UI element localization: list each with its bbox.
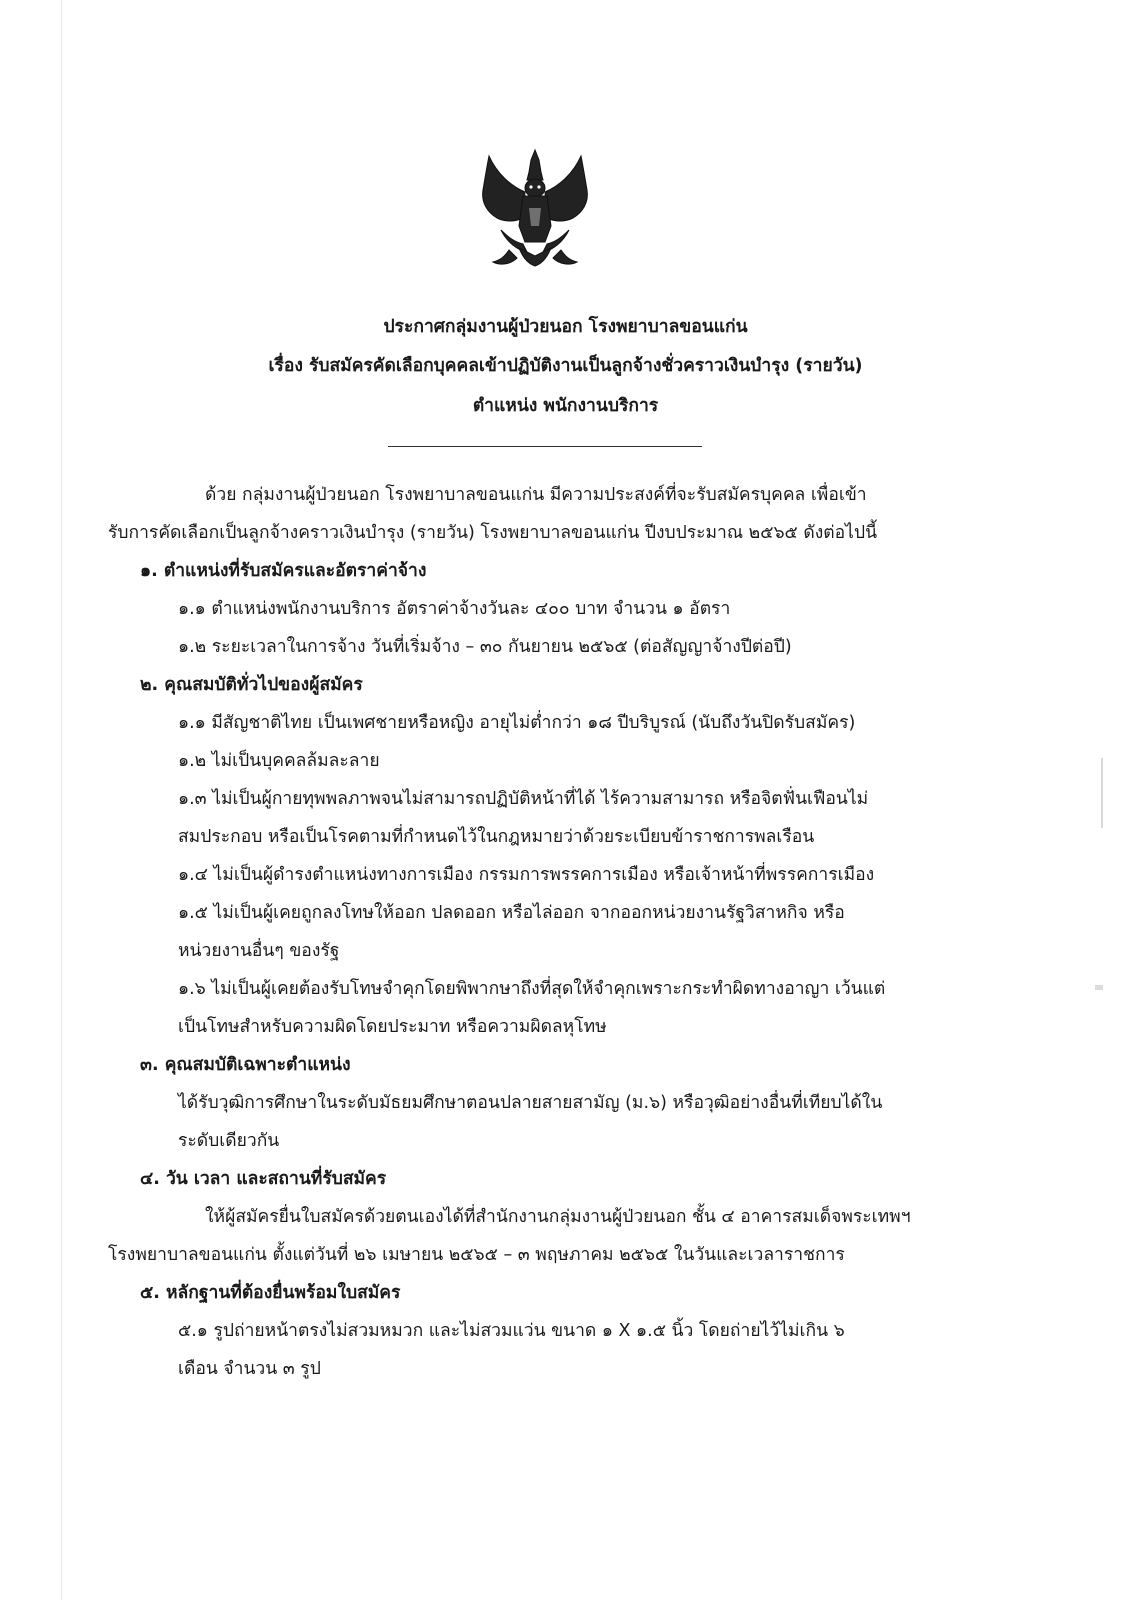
page-edge-line (61, 0, 62, 1600)
garuda-emblem-icon (471, 146, 599, 278)
section-2-heading: ๒. คุณสมบัติทั่วไปของผู้สมัคร (140, 675, 363, 695)
section-5-line-1: ๕.๑ รูปถ่ายหน้าตรงไม่สวมหมวก และไม่สวมแว่น ขนาด ๑ X ๑.๕ นิ้ว โดยถ่ายไว้ไม่เกิน ๖ (178, 1321, 845, 1341)
section-2-line-3: ๑.๓ ไม่เป็นผู้กายทุพพลภาพจนไม่สามารถปฏิบัติหน้าที่ได้ ไร้ความสามารถ หรือจิตฟั่นเฟือนไม่ (178, 789, 869, 809)
section-4-heading: ๔. วัน เวลา และสถานที่รับสมัคร (140, 1169, 387, 1189)
section-3-line-2: ระดับเดียวกัน (178, 1131, 280, 1151)
section-2-line-9: เป็นโทษสำหรับความผิดโดยประมาท หรือความผิดลหุโทษ (178, 1017, 607, 1037)
section-5-line-2: เดือน จำนวน ๓ รูป (178, 1359, 321, 1379)
section-2-line-7: หน่วยงานอื่นๆ ของรัฐ (178, 941, 340, 961)
section-4-line-1: ให้ผู้สมัครยื่นใบสมัครด้วยตนเองได้ที่สำนักงานกลุ่มงานผู้ป่วยนอก ชั้น ๔ อาคารสมเด็จพระเทพฯ (205, 1207, 911, 1227)
intro-line-2: รับการคัดเลือกเป็นลูกจ้างคราวเงินบำรุง (รายวัน) โรงพยาบาลขอนแก่น ปีงบประมาณ ๒๕๖๕ ดังต่อไปนี้ (108, 523, 878, 543)
announcement-title: ประกาศกลุ่มงานผู้ป่วยนอก โรงพยาบาลขอนแก่น (383, 317, 748, 337)
section-2-line-8: ๑.๖ ไม่เป็นผู้เคยต้องรับโทษจำคุกโดยพิพากษาถึงที่สุดให้จำคุกเพราะกระทำผิดทางอาญา เว้นแต่ (178, 979, 886, 999)
section-1-line-2: ๑.๒ ระยะเวลาในการจ้าง วันที่เริ่มจ้าง – ๓๐ กันยายน ๒๕๖๕ (ต่อสัญญาจ้างปีต่อปี) (178, 637, 792, 657)
announcement-position: ตำแหน่ง พนักงานบริการ (472, 396, 659, 416)
section-1-heading: ๑. ตำแหน่งที่รับสมัครและอัตราค่าจ้าง (140, 561, 427, 581)
section-3-line-1: ได้รับวุฒิการศึกษาในระดับมัธยมศึกษาตอนปลายสายสามัญ (ม.๖) หรือวุฒิอย่างอื่นที่เทียบได้ใน (178, 1093, 883, 1113)
announcement-subject: เรื่อง รับสมัครคัดเลือกบุคคลเข้าปฏิบัติงานเป็นลูกจ้างชั่วคราวเงินบำรุง (รายวัน) (268, 356, 863, 376)
scan-speck (1095, 985, 1103, 990)
scan-mark (1101, 758, 1103, 828)
section-2-line-2: ๑.๒ ไม่เป็นบุคคลล้มละลาย (178, 751, 380, 771)
section-2-line-4: สมประกอบ หรือเป็นโรคตามที่กำหนดไว้ในกฎหมายว่าด้วยระเบียบข้าราชการพลเรือน (178, 827, 815, 847)
section-2-line-5: ๑.๔ ไม่เป็นผู้ดำรงตำแหน่งทางการเมือง กรรมการพรรคการเมือง หรือเจ้าหน้าที่พรรคการเมือง (178, 865, 875, 885)
section-4-line-2: โรงพยาบาลขอนแก่น ตั้งแต่วันที่ ๒๖ เมษายน ๒๕๖๕ – ๓ พฤษภาคม ๒๕๖๕ ในวันและเวลาราชการ (108, 1245, 845, 1265)
intro-line-1: ด้วย กลุ่มงานผู้ป่วยนอก โรงพยาบาลขอนแก่น มีความประสงค์ที่จะรับสมัครบุคคล เพื่อเข้า (205, 485, 867, 505)
section-2-line-6: ๑.๕ ไม่เป็นผู้เคยถูกลงโทษให้ออก ปลดออก หรือไล่ออก จากออกหน่วยงานรัฐวิสาหกิจ หรือ (178, 903, 845, 923)
section-3-heading: ๓. คุณสมบัติเฉพาะตำแหน่ง (140, 1055, 351, 1075)
section-2-line-1: ๑.๑ มีสัญชาติไทย เป็นเพศชายหรือหญิง อายุไม่ต่ำกว่า ๑๘ ปีบริบูรณ์ (นับถึงวันปิดรับสมัคร) (178, 713, 856, 733)
section-1-line-1: ๑.๑ ตำแหน่งพนักงานบริการ อัตราค่าจ้างวันละ ๔๐๐ บาท จำนวน ๑ อัตรา (178, 599, 731, 619)
title-divider (388, 446, 702, 447)
section-5-heading: ๕. หลักฐานที่ต้องยื่นพร้อมใบสมัคร (140, 1283, 401, 1303)
